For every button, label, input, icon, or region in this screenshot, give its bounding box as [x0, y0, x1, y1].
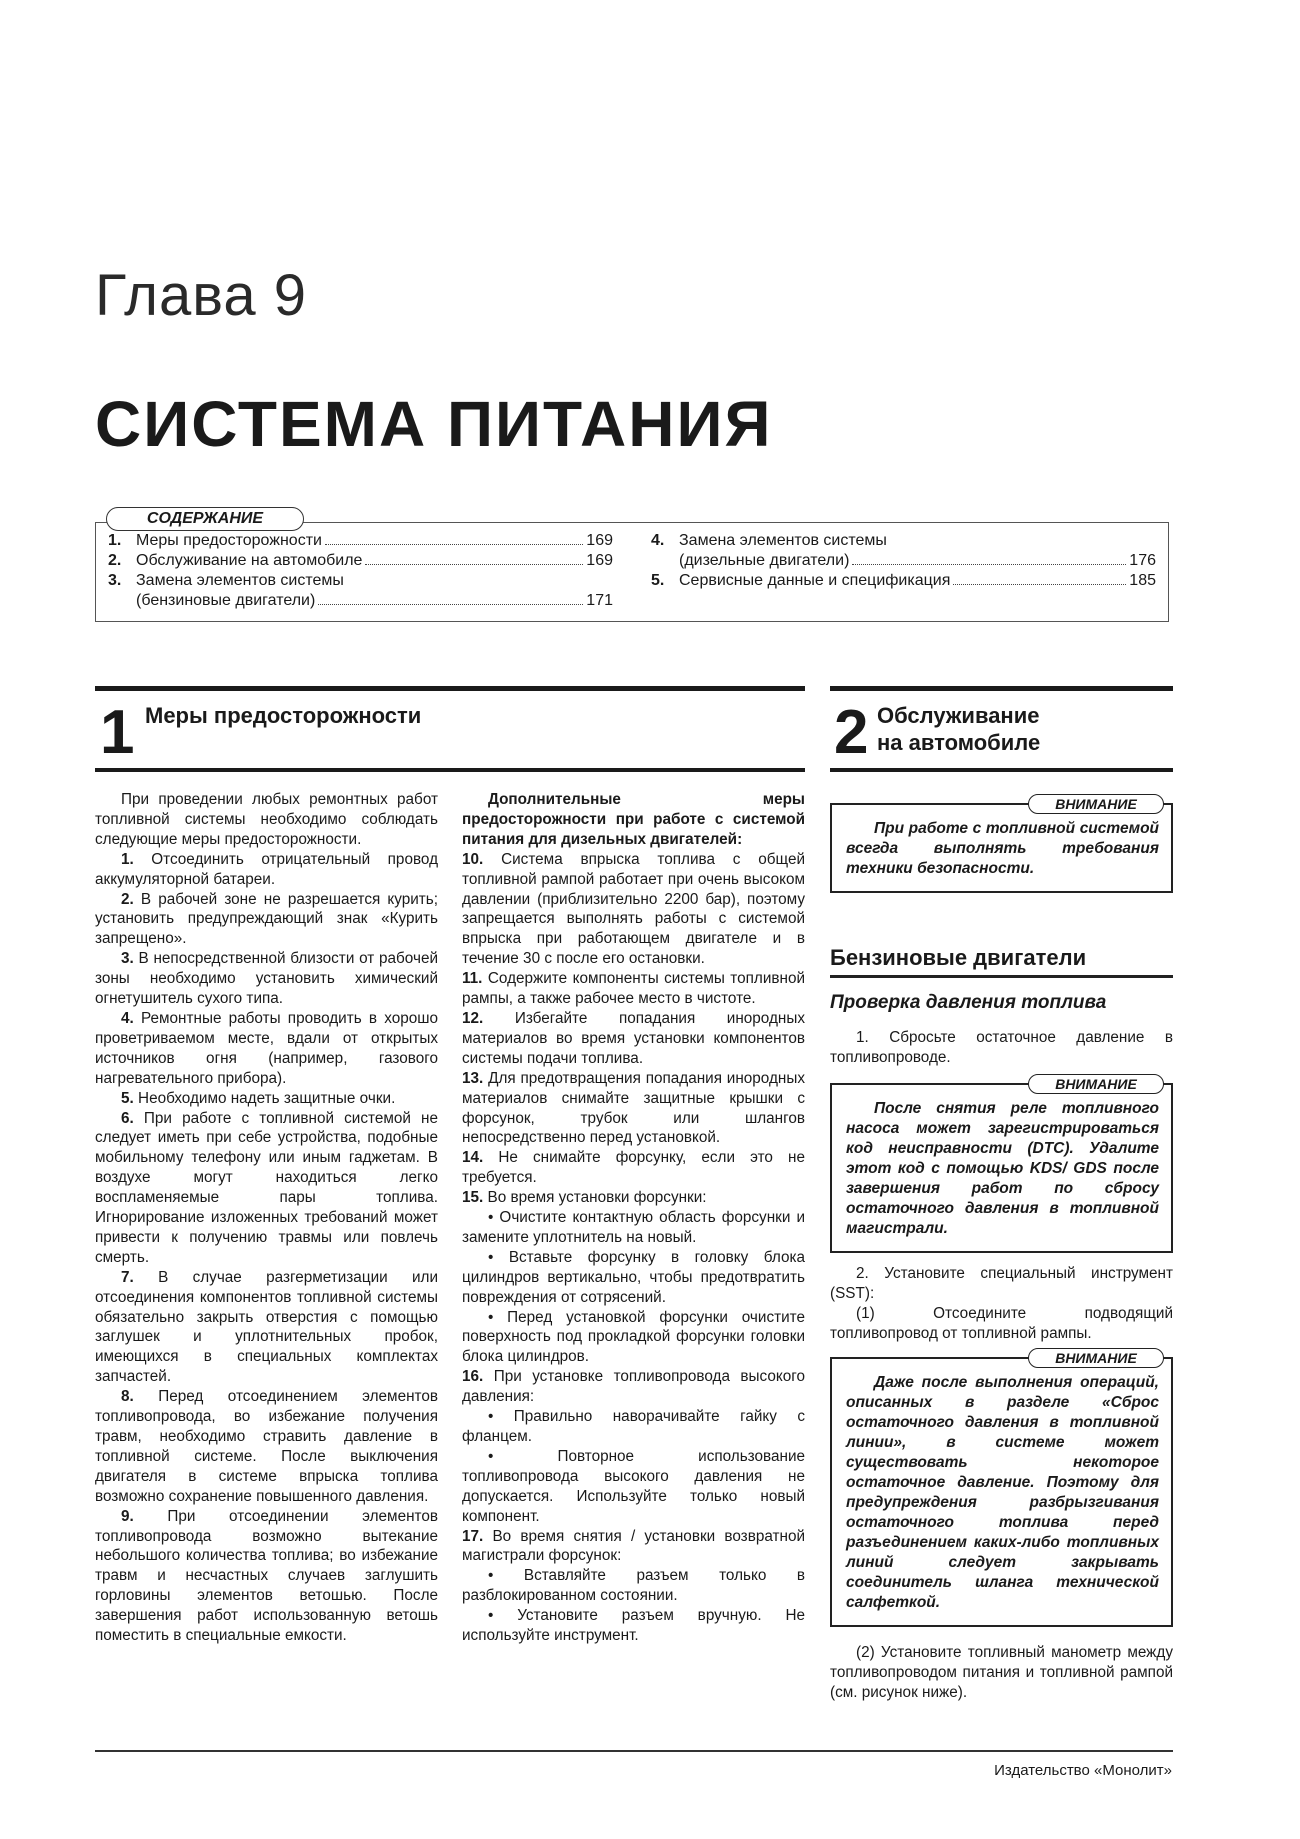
section1-number: 1	[100, 698, 135, 767]
toc-item-page: 171	[586, 592, 613, 609]
list-item: 1. Отсоединить отрицательный провод аккумуляторной батареи.	[95, 850, 439, 888]
toc-item[interactable]	[108, 551, 613, 571]
list-item: 7. В случае разгерметизации или отсоединения компонентов топливной системы обязательно закрыть отверстия с помощью заглушек и уплотнительных пробок, имеющихся в специальных комплектах запчастей.	[95, 1268, 438, 1386]
list-item: 16. При установке топливопровода высокого давления:	[462, 1368, 806, 1406]
toc-column-left	[108, 531, 613, 611]
toc-item[interactable]	[108, 531, 613, 551]
toc-item-label: Меры предосторожности	[136, 532, 322, 549]
warning-badge: ВНИМАНИЕ	[1028, 794, 1164, 814]
toc-item-number: 2.	[108, 552, 122, 569]
diesel-precautions-heading: Дополнительные меры предосторожности при работе с системой питания для дизельных двигателей:	[462, 791, 805, 848]
toc-item-number: 4.	[651, 532, 665, 549]
toc-item-label-line1: Замена элементов системы	[679, 532, 887, 549]
toc-item-page: 176	[1129, 552, 1156, 569]
list-item: 3. В непосредственной близости от рабочей зоны необходимо установить химический огнетушитель сухого типа.	[95, 950, 438, 1008]
warning-badge: ВНИМАНИЕ	[1028, 1348, 1164, 1368]
toc-item-label: (дизельные двигатели)	[679, 552, 850, 569]
toc-item-page: 169	[586, 552, 613, 569]
list-item: 10. Система впрыска топлива с общей топливной рампой работает при очень высоком давлении (приблизительно 2200 бар), поэтому запрещается выполнять работы с системой впрыска при работающем двигателе и в течение 30 с после его остановки.	[462, 850, 805, 968]
toc-item[interactable]	[651, 531, 1156, 571]
warning-box: Даже после выполнения операций, описанных в разделе «Сброс остаточного давления в топливной линии», в системе может существовать некоторое остаточное давление. Поэтому для предупреждения разбрызгивания остаточного топлива перед разъединением каких-либо топливных линий следует закрывать соединитель шланга технической салфеткой.	[830, 1357, 1173, 1627]
toc-column-right	[651, 531, 1156, 591]
bullet-item: • Установите разъем вручную. Не используйте инструмент.	[462, 1607, 805, 1645]
list-item: 17. Во время снятия / установки возвратной магистрали форсунок:	[462, 1527, 805, 1565]
bullet-item: • Перед установкой форсунки очистите поверхность под прокладкой форсунки головки блока цилиндров.	[462, 1308, 805, 1366]
toc-item-label: Обслуживание на автомобиле	[136, 552, 363, 569]
list-item: 8. Перед отсоединением элементов топливопровода, во избежание получения травм, необходимо стравить давление в топливной системе. После выключения двигателя в системе впрыска топлива возможно сохранение повышенного давления.	[95, 1388, 438, 1505]
table-of-contents	[95, 522, 1169, 622]
toc-item-number: 3.	[108, 572, 122, 589]
toc-item-number: 1.	[108, 532, 122, 549]
list-item: 11. Содержите компоненты системы топливной рампы, а также рабочее место в чистоте.	[462, 970, 805, 1008]
list-item: 12. Избегайте попадания инородных материалов во время установки компонентов системы подачи топлива.	[462, 1009, 805, 1067]
section2-bottom-rule	[830, 768, 1173, 772]
toc-item-number: 5.	[651, 572, 665, 589]
toc-item-page: 185	[1129, 572, 1156, 589]
warning-box: После снятия реле топливного насоса может зарегистрироваться код неисправности (DTC). Удалите этот код с помощью KDS/ GDS после завершения работ по сбросу остаточного давления в топливной магистрали.	[830, 1083, 1173, 1253]
section2-top-rule	[830, 686, 1173, 691]
list-item: 14. Не снимайте форсунку, если это не требуется.	[462, 1149, 805, 1187]
toc-item-page: 169	[586, 532, 613, 549]
toc-item-label: (бензиновые двигатели)	[136, 592, 316, 609]
bullet-item: • Правильно наворачивайте гайку с фланцем.	[462, 1408, 805, 1445]
section1-top-rule	[95, 686, 805, 691]
section1-column-a	[95, 790, 438, 1646]
step-2-sub-2: (2) Установите топливный манометр между топливопроводом питания и топливной рампой (см. рисунок ниже).	[830, 1644, 1173, 1701]
footer-rule	[95, 1750, 1173, 1752]
section1-intro: При проведении любых ремонтных работ топливной системы необходимо соблюдать следующие меры предосторожности.	[95, 791, 438, 848]
procedure-heading: Проверка давления топлива	[830, 992, 1107, 1013]
toc-badge: СОДЕРЖАНИЕ	[106, 507, 304, 531]
list-item: 2. В рабочей зоне не разрешается курить; установить предупреждающий знак «Курить запрещено».	[95, 890, 439, 948]
warning-box: При работе с топливной системой всегда выполнять требования техники безопасности.	[830, 803, 1173, 893]
subsection-heading: Бензиновые двигатели	[830, 945, 1087, 970]
bullet-item: • Повторное использование топливопровода высокого давления не допускается. Используйте только новый компонент.	[462, 1447, 805, 1525]
toc-item-label: Сервисные данные и спецификация	[679, 572, 951, 589]
section1-bottom-rule	[95, 768, 805, 772]
section2-number: 2	[834, 698, 869, 767]
publisher-footer: Издательство «Монолит»	[994, 1762, 1172, 1779]
chapter-title: СИСТЕМА ПИТАНИЯ	[95, 388, 773, 460]
list-item: 15. Во время установки форсунки:	[462, 1189, 707, 1207]
bullet-item: • Вставьте форсунку в головку блока цилиндров вертикально, чтобы предотвратить повреждения от сотрясений.	[462, 1248, 805, 1306]
chapter-heading: Глава 9	[95, 263, 308, 328]
section2-title: Обслуживание на автомобиле	[877, 703, 1041, 755]
list-item: 6. При работе с топливной системой не следует иметь при себе устройства, подобные мобильному телефону или иным гаджетам. В воздухе могут находиться легко воспламеняемые пары топлива. Игнорирование изложенных требований может привести к получению травмы или повлечь смерть.	[95, 1109, 438, 1266]
section1-title: Меры предосторожности	[145, 703, 422, 728]
bullet-item: • Очистите контактную область форсунки и замените уплотнитель на новый.	[462, 1209, 805, 1246]
list-item: 5. Необходимо надеть защитные очки.	[121, 1089, 396, 1107]
toc-item[interactable]	[108, 571, 613, 611]
step-1: 1. Сбросьте остаточное давление в топливопроводе.	[830, 1029, 1173, 1066]
bullet-item: • Вставляйте разъем только в разблокированном состоянии.	[462, 1567, 805, 1605]
list-item: 13. Для предотвращения попадания инородных материалов снимайте защитные крышки с форсунок, трубок или шлангов непосредственно перед установкой.	[462, 1069, 805, 1147]
step-2: 2. Установите специальный инструмент (SST): (1) Отсоедините подводящий топливопровод от топливной рампы.	[830, 1265, 1173, 1342]
section1-column-b	[462, 790, 805, 1646]
subsection-rule	[830, 975, 1173, 978]
warning-badge: ВНИМАНИЕ	[1028, 1074, 1164, 1094]
toc-item-label-line1: Замена элементов системы	[136, 572, 344, 589]
list-item: 9. При отсоединении элементов топливопровода возможно вытекание небольшого количества топлива; во избежание травм и несчастных случаев заглушить горловины элементов ветошью. После завершения работ использованную ветошь поместить в специальные емкости.	[95, 1507, 438, 1645]
toc-item[interactable]	[651, 571, 1156, 591]
list-item: 4. Ремонтные работы проводить в хорошо проветриваемом месте, вдали от открытых источников огня (например, газового нагревательного прибора).	[95, 1009, 438, 1087]
